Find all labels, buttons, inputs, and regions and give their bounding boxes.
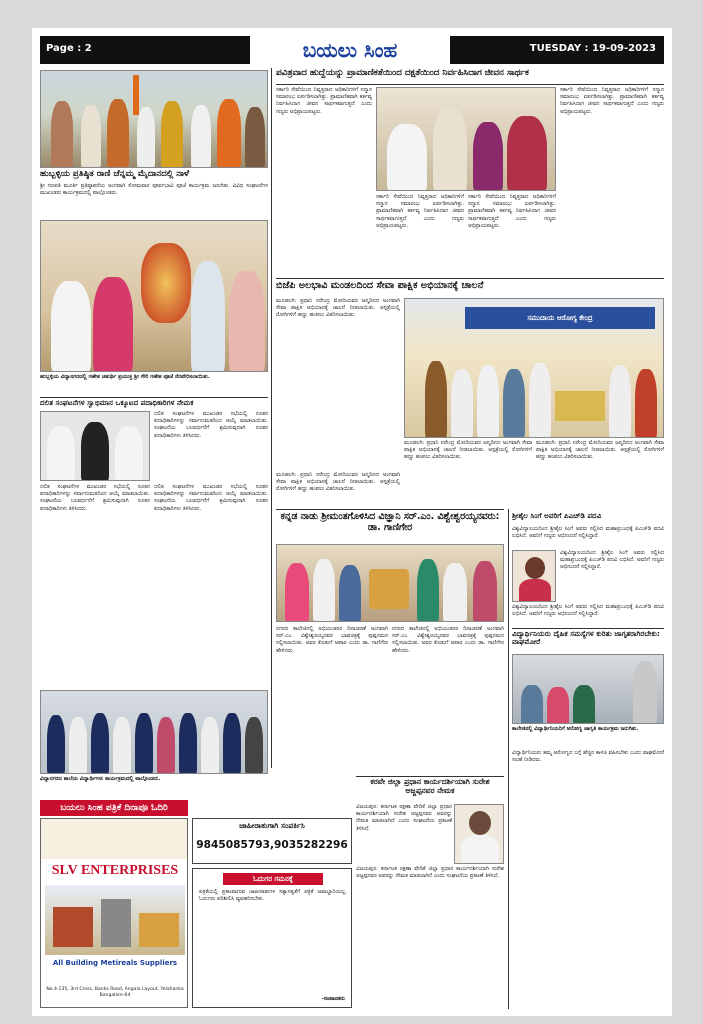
slv-enterprises-ad	[40, 818, 188, 1008]
newspaper-name: ಬಯಲು ಸಿಂಹ	[250, 36, 450, 64]
photo-bjp-hospital	[404, 298, 664, 438]
photo-awareness-program	[512, 654, 664, 724]
photo-suresh-portrait	[454, 804, 504, 864]
issue-date: TUESDAY : 19-09-2023	[529, 43, 656, 54]
headline-visvesvaraya: ಕನ್ನಡ ನಾಡು ಶ್ರೀಮಂತಗೊಳಿಸಿದ ವಿಜ್ಞಾನಿ ಸರ್.ಎಂ. ವಿಶ್ವೇಶ್ವರಯ್ಯನವರು: ಡಾ. ಗಾಣಿಗೇರ	[280, 512, 500, 533]
notice-title: ಓದುಗರ ಗಮನಕ್ಕೆ	[223, 873, 323, 885]
photo-felicitation	[376, 87, 556, 191]
article-bjp-body-c: ಮೂಡಲಗಿ: ಪ್ರಧಾನಿ ನರೇಂದ್ರ ಮೋದಿಯವರ ಜನ್ಮದಿನದ ಅಂಗವಾಗಿ ಸೇವಾ ಪಾಕ್ಷಿಕ ಅಭಿಯಾನಕ್ಕೆ ಚಾಲನೆ ನೀಡಲಾಯಿತು. ಆಸ್ಪತ್ರೆಯಲ್ಲಿ ರೋಗಿಗಳಿಗೆ ಹಣ್ಣು ಹಂಪಲು ವಿತರಿಸಲಾಯಿತು.	[536, 440, 664, 461]
photo-students	[40, 690, 268, 774]
article-phd-body-c: ವಿಶ್ವವಿದ್ಯಾಲಯದಿಂದ ಶ್ರೀಶೈಲ ಸಿಂಗೆ ಅವರು ಸಲ್ಲಿಸಿದ ಮಹಾಪ್ರಬಂಧಕ್ಕೆ ಪಿಎಚ್‌ಡಿ ಪದವಿ ಲಭಿಸಿದೆ. ಅವರಿಗೆ ಗಣ್ಯರು ಅಭಿನಂದನೆ ಸಲ್ಲಿಸಿದ್ದಾರೆ.	[512, 604, 664, 618]
article-awareness-body: ವಿದ್ಯಾರ್ಥಿನಿಯರು ತಮ್ಮ ಆರೋಗ್ಯದ ಬಗ್ಗೆ ಹೆಚ್ಚಿನ ಕಾಳಜಿ ವಹಿಸಬೇಕು ಎಂದು ವಾಘಮೋರೆ ಸಲಹೆ ನೀಡಿದರು.	[512, 750, 664, 764]
slv-name: SLV ENTERPRISES	[51, 863, 179, 878]
article-dalita-body-b: ದಲಿತ ಸಂಘಟನೆಗಳ ಮುಖಂಡರ ಸಭೆಯಲ್ಲಿ ನೂತನ ಪದಾಧಿಕಾರಿಗಳನ್ನು ಸರ್ವಾನುಮತದಿಂದ ಆಯ್ಕೆ ಮಾಡಲಾಯಿತು. ಸಂಘಟನೆಯ ಬಲವರ್ಧನೆಗೆ ಶ್ರಮಿಸುವುದಾಗಿ ನೂತನ ಪದಾಧಿಕಾರಿಗಳು ತಿಳಿಸಿದರು.	[40, 484, 150, 512]
article-bjp-body-a: ಮೂಡಲಗಿ: ಪ್ರಧಾನಿ ನರೇಂದ್ರ ಮೋದಿಯವರ ಜನ್ಮದಿನದ ಅಂಗವಾಗಿ ಸೇವಾ ಪಾಕ್ಷಿಕ ಅಭಿಯಾನಕ್ಕೆ ಚಾಲನೆ ನೀಡಲಾಯಿತು. ಆಸ್ಪತ್ರೆಯಲ್ಲಿ ರೋಗಿಗಳಿಗೆ ಹಣ್ಣು ಹಂಪಲು ವಿತರಿಸಲಾಯಿತು.	[276, 298, 400, 319]
caption-awareness: ಕಾಲೇಜಿನಲ್ಲಿ ವಿದ್ಯಾರ್ಥಿನಿಯರಿಗೆ ಆರೋಗ್ಯ ಜಾಗೃತಿ ಕಾರ್ಯಕ್ರಮ ಜರುಗಿತು.	[512, 726, 639, 732]
headline-phd: ಶ್ರೀಶೈಲ ಸಿಂಗೆ ಅವರಿಗೆ ಪಿಎಚ್‌ಡಿ ಪದವಿ	[512, 512, 602, 520]
article-phd-body-b: ವಿಶ್ವವಿದ್ಯಾಲಯದಿಂದ ಶ್ರೀಶೈಲ ಸಿಂಗೆ ಅವರು ಸಲ್ಲಿಸಿದ ಮಹಾಪ್ರಬಂಧಕ್ಕೆ ಪಿಎಚ್‌ಡಿ ಪದವಿ ಲಭಿಸಿದೆ. ಅವರಿಗೆ ಗಣ್ಯರು ಅಭಿನಂದನೆ ಸಲ್ಲಿಸಿದ್ದಾರೆ.	[560, 550, 664, 571]
photo-dalita-members	[40, 411, 150, 481]
photo-ganesha-idol	[40, 220, 268, 372]
page-number: Page : 2	[46, 43, 92, 54]
headline-ganesha: ಹುಬ್ಬಳ್ಳಿಯ ಪ್ರತಿಷ್ಠಿತ ರಾಣಿ ಚೆನ್ನಮ್ಮ ಮೈದಾನದಲ್ಲಿ ನಾಳೆ	[40, 170, 190, 179]
hospital-banner: ಸಮುದಾಯ ಆರೋಗ್ಯ ಕೇಂದ್ರ	[465, 307, 655, 329]
classified-contact-ad	[192, 818, 352, 864]
article-phd-body-a: ವಿಶ್ವವಿದ್ಯಾಲಯದಿಂದ ಶ್ರೀಶೈಲ ಸಿಂಗೆ ಅವರು ಸಲ್ಲಿಸಿದ ಮಹಾಪ್ರಬಂಧಕ್ಕೆ ಪಿಎಚ್‌ಡಿ ಪದವಿ ಲಭಿಸಿದೆ. ಅವರಿಗೆ ಗಣ್ಯರು ಅಭಿನಂದನೆ ಸಲ್ಲಿಸಿದ್ದಾರೆ.	[512, 526, 664, 540]
article-bjp-body-b: ಮೂಡಲಗಿ: ಪ್ರಧಾನಿ ನರೇಂದ್ರ ಮೋದಿಯವರ ಜನ್ಮದಿನದ ಅಂಗವಾಗಿ ಸೇವಾ ಪಾಕ್ಷಿಕ ಅಭಿಯಾನಕ್ಕೆ ಚಾಲನೆ ನೀಡಲಾಯಿತು. ಆಸ್ಪತ್ರೆಯಲ್ಲಿ ರೋಗಿಗಳಿಗೆ ಹಣ್ಣು ಹಂಪಲು ವಿತರಿಸಲಾಯಿತು.	[404, 440, 532, 461]
classified-title: ಜಾಹೀರಾತುಗಾಗಿ ಸಂಪರ್ಕಿಸಿ	[239, 821, 305, 830]
article-dalita-body-a: ದಲಿತ ಸಂಘಟನೆಗಳ ಮುಖಂಡರ ಸಭೆಯಲ್ಲಿ ನೂತನ ಪದಾಧಿಕಾರಿಗಳನ್ನು ಸರ್ವಾನುಮತದಿಂದ ಆಯ್ಕೆ ಮಾಡಲಾಯಿತು. ಸಂಘಟನೆಯ ಬಲವರ್ಧನೆಗೆ ಶ್ರಮಿಸುವುದಾಗಿ ನೂತನ ಪದಾಧಿಕಾರಿಗಳು ತಿಳಿಸಿದರು.	[154, 411, 268, 439]
article-bjp-body-d: ಮೂಡಲಗಿ: ಪ್ರಧಾನಿ ನರೇಂದ್ರ ಮೋದಿಯವರ ಜನ್ಮದಿನದ ಅಂಗವಾಗಿ ಸೇವಾ ಪಾಕ್ಷಿಕ ಅಭಿಯಾನಕ್ಕೆ ಚಾಲನೆ ನೀಡಲಾಯಿತು. ಆಸ್ಪತ್ರೆಯಲ್ಲಿ ರೋಗಿಗಳಿಗೆ ಹಣ್ಣು ಹಂಪಲು ವಿತರಿಸಲಾಯಿತು.	[276, 472, 400, 493]
classified-phones: 9845085793,9035282296	[196, 839, 348, 851]
headline-awareness: ವಿದ್ಯಾರ್ಥಿನಿಯರು ದೈಹಿಕ ಸಮಸ್ಯೆಗಳ ಕುರಿತು ಜಾಗೃತರಾಗಿರಬೇಕು: ವಾಘಮೋರೆ	[512, 630, 660, 647]
article-karave-body-a: ವಿಜಯಪುರ: ಕರ್ನಾಟಕ ರಕ್ಷಣಾ ವೇದಿಕೆ ಜಿಲ್ಲಾ ಪ್ರಧಾನ ಕಾರ್ಯದರ್ಶಿಯಾಗಿ ಸುರೇಶ ಅಜ್ಜಪ್ಪನವರ ಅವರನ್ನು ನೇಮಕ ಮಾಡಲಾಗಿದೆ ಎಂದು ಸಂಘಟನೆಯ ಪ್ರಕಟಣೆ ತಿಳಿಸಿದೆ.	[356, 804, 452, 832]
article-karave-body-b: ವಿಜಯಪುರ: ಕರ್ನಾಟಕ ರಕ್ಷಣಾ ವೇದಿಕೆ ಜಿಲ್ಲಾ ಪ್ರಧಾನ ಕಾರ್ಯದರ್ಶಿಯಾಗಿ ಸುರೇಶ ಅಜ್ಜಪ್ಪನವರ ಅವರನ್ನು ನೇಮಕ ಮಾಡಲಾಗಿದೆ ಎಂದು ಸಂಘಟನೆಯ ಪ್ರಕಟಣೆ ತಿಳಿಸಿದೆ.	[356, 866, 504, 880]
slv-tagline: All Building Metireals Suppliers	[52, 959, 178, 967]
readers-notice	[192, 868, 352, 1008]
caption-students: ವಿದ್ಯಾನಗರದ ಶಾಲೆಯ ವಿದ್ಯಾರ್ಥಿಗಳು ಕಾರ್ಯಕ್ರಮದಲ್ಲಿ ಪಾಲ್ಗೊಂಡರು.	[40, 776, 161, 782]
article-career-body-b: ಸರ್ಕಾರಿ ಸೇವೆಯಿಂದ ನಿವೃತ್ತರಾದ ಅಧಿಕಾರಿಗಳಿಗೆ ಸನ್ಮಾನ ಸಮಾರಂಭ ಏರ್ಪಡಿಸಲಾಗಿತ್ತು. ಪ್ರಾಮಾಣಿಕವಾಗಿ ಕರ್ತವ್ಯ ನಿರ್ವಹಿಸಿದಾಗ ಜೀವನ ಸಾರ್ಥಕವಾಗುತ್ತದೆ ಎಂದು ಗಣ್ಯರು ಅಭಿಪ್ರಾಯಪಟ್ಟರು.	[560, 87, 664, 115]
photo-ganesha-puja	[40, 70, 268, 168]
slv-address: No.4-135, 3rd Cross, Banks Road, Angala Layout, Yelahanka Bangalore-64	[46, 987, 184, 998]
notice-body: ಪತ್ರಿಕೆಯಲ್ಲಿ ಪ್ರಕಟವಾಗುವ ಜಾಹೀರಾತುಗಳ ಸತ್ಯಾಸತ್ಯತೆಗೆ ಪತ್ರಿಕೆ ಜವಾಬ್ದಾರಿಯಲ್ಲ. ಓದುಗರು ಪರಿಶೀಲಿಸಿ ವ್ಯವಹರಿಸಬೇಕು.	[199, 889, 347, 903]
headline-bjp: ಬಿಜೆಪಿ ಅಲಭಾವಿ ಮಂಡಲದಿಂದ ಸೇವಾ ಪಾಕ್ಷಿಕ ಅಭಿಯಾನಕ್ಕೆ ಚಾಲನೆ	[276, 280, 484, 291]
article-visvesvaraya-body-b: ನಗರದ ಕಾಲೇಜಿನಲ್ಲಿ ಅಭಿಯಂತರರ ದಿನಾಚರಣೆ ಅಂಗವಾಗಿ ಸರ್.ಎಂ. ವಿಶ್ವೇಶ್ವರಯ್ಯನವರ ಭಾವಚಿತ್ರಕ್ಕೆ ಪುಷ್ಪನಮನ ಸಲ್ಲಿಸಲಾಯಿತು. ಅವರ ಕೊಡುಗೆ ಅಪಾರ ಎಂದು ಡಾ. ಗಾಣಿಗೇರ ಹೇಳಿದರು.	[392, 626, 504, 654]
article-career-body-c: ಸರ್ಕಾರಿ ಸೇವೆಯಿಂದ ನಿವೃತ್ತರಾದ ಅಧಿಕಾರಿಗಳಿಗೆ ಸನ್ಮಾನ ಸಮಾರಂಭ ಏರ್ಪಡಿಸಲಾಗಿತ್ತು. ಪ್ರಾಮಾಣಿಕವಾಗಿ ಕರ್ತವ್ಯ ನಿರ್ವಹಿಸಿದಾಗ ಜೀವನ ಸಾರ್ಥಕವಾಗುತ್ತದೆ ಎಂದು ಗಣ್ಯರು ಅಭಿಪ್ರಾಯಪಟ್ಟರು.	[376, 194, 464, 229]
subscribe-ad-banner: ಬಯಲು ಸಿಂಹ ಪತ್ರಿಕೆ ದಿನಾಪೂ ಓದಿರಿ	[40, 800, 188, 816]
newspaper-page	[32, 28, 672, 1016]
article-dalita-body-c: ದಲಿತ ಸಂಘಟನೆಗಳ ಮುಖಂಡರ ಸಭೆಯಲ್ಲಿ ನೂತನ ಪದಾಧಿಕಾರಿಗಳನ್ನು ಸರ್ವಾನುಮತದಿಂದ ಆಯ್ಕೆ ಮಾಡಲಾಯಿತು. ಸಂಘಟನೆಯ ಬಲವರ್ಧನೆಗೆ ಶ್ರಮಿಸುವುದಾಗಿ ನೂತನ ಪದಾಧಿಕಾರಿಗಳು ತಿಳಿಸಿದರು.	[154, 484, 268, 512]
article-ganesha-body: ಶ್ರೀ ಗಣಪತಿ ಮೂರ್ತಿ ಪ್ರತಿಷ್ಠಾಪನೆಯ ಅಂಗವಾಗಿ ಸೋಮವಾರ ಪೂರ್ವಭಾವಿ ಪೂಜೆ ಕಾರ್ಯಕ್ರಮ ಜರುಗಿತು. ವಿವಿಧ ಸಂಘಟನೆಗಳ ಮುಖಂಡರು ಕಾರ್ಯಕ್ರಮದಲ್ಲಿ ಪಾಲ್ಗೊಂಡರು.	[40, 183, 268, 197]
headline-dalita: ದಲಿತ ಸಂಘಟನೆಗಳ ಸ್ವಾಭಿಮಾನ ಒಕ್ಕೂಟದ ಪದಾಧಿಕಾರಿಗಳ ನೇಮಕ	[40, 399, 194, 407]
article-visvesvaraya-body-a: ನಗರದ ಕಾಲೇಜಿನಲ್ಲಿ ಅಭಿಯಂತರರ ದಿನಾಚರಣೆ ಅಂಗವಾಗಿ ಸರ್.ಎಂ. ವಿಶ್ವೇಶ್ವರಯ್ಯನವರ ಭಾವಚಿತ್ರಕ್ಕೆ ಪುಷ್ಪನಮನ ಸಲ್ಲಿಸಲಾಯಿತು. ಅವರ ಕೊಡುಗೆ ಅಪಾರ ಎಂದು ಡಾ. ಗಾಣಿಗೇರ ಹೇಳಿದರು.	[276, 626, 388, 654]
masthead	[40, 36, 664, 64]
article-career-body-d: ಸರ್ಕಾರಿ ಸೇವೆಯಿಂದ ನಿವೃತ್ತರಾದ ಅಧಿಕಾರಿಗಳಿಗೆ ಸನ್ಮಾನ ಸಮಾರಂಭ ಏರ್ಪಡಿಸಲಾಗಿತ್ತು. ಪ್ರಾಮಾಣಿಕವಾಗಿ ಕರ್ತವ್ಯ ನಿರ್ವಹಿಸಿದಾಗ ಜೀವನ ಸಾರ್ಥಕವಾಗುತ್ತದೆ ಎಂದು ಗಣ್ಯರು ಅಭಿಪ್ರಾಯಪಟ್ಟರು.	[468, 194, 556, 229]
photo-engineers-day	[276, 544, 504, 622]
notice-signature: -ಸಂಪಾದಕರು	[321, 996, 345, 1002]
photo-phd-portrait	[512, 550, 556, 602]
caption-ganesha: ಹುಬ್ಬಳ್ಳಿಯ ವಿದ್ಯಾನಗರದಲ್ಲಿ ಗಣೇಶ ಚತುರ್ಥಿ ಪ್ರಯುಕ್ತ ಶ್ರೀ ಗೌರಿ ಗಣೇಶ ಪೂಜೆ ನೆರವೇರಿಸಲಾಯಿತು.	[40, 374, 210, 380]
article-career-body-a: ಸರ್ಕಾರಿ ಸೇವೆಯಿಂದ ನಿವೃತ್ತರಾದ ಅಧಿಕಾರಿಗಳಿಗೆ ಸನ್ಮಾನ ಸಮಾರಂಭ ಏರ್ಪಡಿಸಲಾಗಿತ್ತು. ಪ್ರಾಮಾಣಿಕವಾಗಿ ಕರ್ತವ್ಯ ನಿರ್ವಹಿಸಿದಾಗ ಜೀವನ ಸಾರ್ಥಕವಾಗುತ್ತದೆ ಎಂದು ಗಣ್ಯರು ಅಭಿಪ್ರಾಯಪಟ್ಟರು.	[276, 87, 372, 115]
headline-karave: ಕರವೇ ಜಿಲ್ಲಾ ಪ್ರಧಾನ ಕಾರ್ಯದರ್ಶಿಯಾಗಿ ಸುರೇಶ ಅಜ್ಜಪ್ಪನವರ ನೇಮಕ	[370, 778, 490, 795]
headline-career: ಪವಿತ್ರವಾದ ಹುದ್ದೆಯನ್ನು ಪ್ರಾಮಾಣಿಕತೆಯಿಂದ ದಕ್ಷತೆಯಿಂದ ನಿರ್ವಹಿಸಿದಾಗ ಜೀವನ ಸಾರ್ಥಕ	[276, 68, 529, 78]
